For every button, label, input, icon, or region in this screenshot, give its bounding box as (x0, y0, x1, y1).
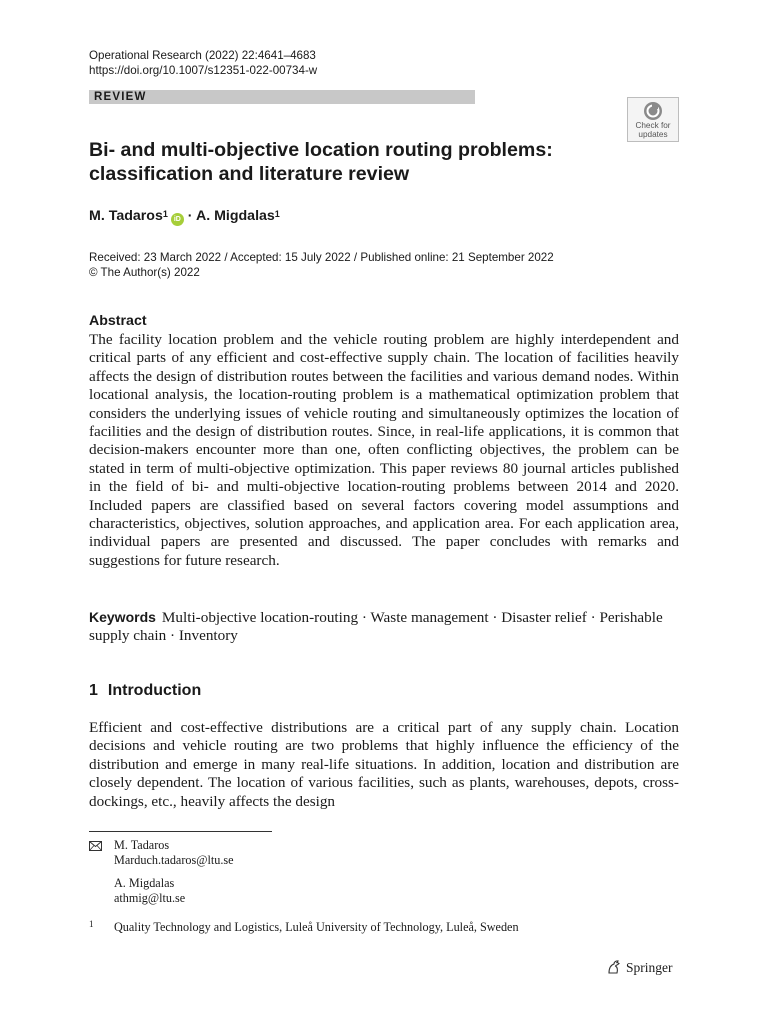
check-updates-label: Check for updates (635, 121, 671, 139)
check-for-updates-badge[interactable] (627, 97, 679, 142)
abstract-heading: Abstract (89, 313, 147, 329)
section-label-bar (89, 90, 475, 104)
journal-header (89, 48, 317, 78)
author-separator: · (183, 208, 196, 224)
envelope-icon (89, 841, 102, 851)
contact-name: M. Tadaros (114, 838, 170, 852)
contact-author-2 (114, 876, 185, 906)
publisher-logo (606, 959, 673, 976)
author-list (89, 207, 280, 226)
section-label: REVIEW (94, 91, 147, 103)
section-heading (89, 681, 201, 701)
author-affiliation-sup: 1 (162, 209, 168, 219)
article-title: Bi- and multi-objective location routing problems: classification and literature review (89, 139, 553, 185)
footnote-divider (89, 831, 272, 832)
springer-horse-icon (606, 959, 622, 975)
check-updates-icon (643, 101, 663, 121)
author-name[interactable]: A. Migdalas (195, 208, 275, 224)
publication-dates: Received: 23 March 2022 / Accepted: 15 July 2022 / Published online: 21 September 2022 (89, 251, 554, 264)
affiliation-number: 1 (89, 919, 94, 929)
author-name[interactable]: M. Tadaros (89, 208, 163, 224)
keywords-heading: Keywords (89, 609, 156, 625)
affiliation-text: Quality Technology and Logistics, Luleå University of Technology, Luleå, Sweden (114, 920, 519, 934)
contact-email[interactable]: athmig@ltu.se (114, 891, 186, 905)
author-affiliation-sup: 1 (274, 209, 280, 219)
contact-name: A. Migdalas (114, 876, 175, 890)
publication-info (89, 250, 554, 280)
introduction-text: Efficient and cost-effective distributions are a critical part of any supply chain. Location decisions and vehicle routing are two problems that highly influence the efficiency of the distribution and emerge in many real-life situations. In addition, location and distribution are closely dependent. The location of various facilities, such as plants, warehouses, depots, cross-dockings, etc., heavily affects the design (89, 719, 679, 810)
contact-author-1 (114, 838, 234, 868)
publisher-name: Springer (626, 960, 673, 975)
journal-citation: Operational Research (2022) 22:4641–4683 (89, 49, 316, 62)
abstract-text: The facility location problem and the vehicle routing problem are highly interdependent and critical parts of any efficient and cost-effective supply chain. The location of facilities heavily affects the design of distribution routes between the facilities and various demand nodes. Within locational analysis, the location-routing problem is a mathematical optimization problem that considers the underlying issues of vehicle routing and simultaneously optimizes the location of facilities and the design of distribution routes. Since, in real-life applications, it is common that decision-makers encounter more than one, often conflicting objectives, the problem can be stated in term of multi-objective optimization. This paper reviews 80 journal articles published in the field of bi- and multi-objective location-routing problems between 2014 and 2020. Included papers are classified based on several factors covering model assumptions and characteristics, objectives, solution approaches, and application area. For each application area, individual papers are presented and discussed. The paper concludes with remarks and suggestions for future research. (89, 331, 679, 569)
doi-link[interactable]: https://doi.org/10.1007/s12351-022-00734-w (89, 64, 318, 77)
orcid-icon[interactable]: iD (171, 213, 184, 226)
contact-email[interactable]: Marduch.tadaros@ltu.se (114, 853, 234, 867)
keywords-text: Multi-objective location-routing · Waste management · Disaster relief · Perishable supply chain · Inventory (89, 609, 663, 645)
section-number: 1 (89, 682, 98, 699)
section-title: Introduction (107, 682, 202, 699)
keywords-block (89, 608, 679, 646)
copyright-line: © The Author(s) 2022 (89, 266, 200, 279)
